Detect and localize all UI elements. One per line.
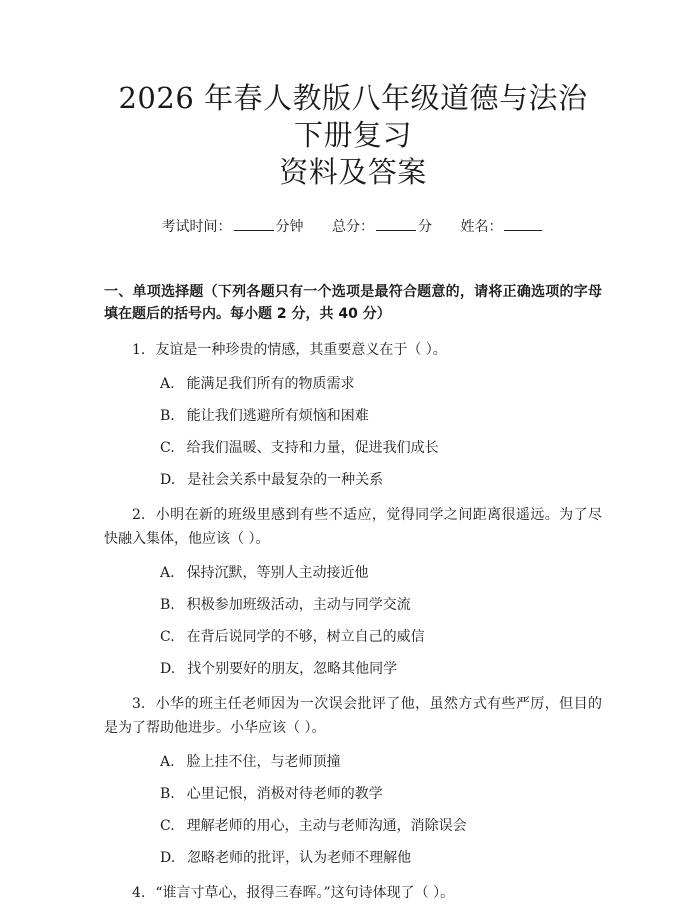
question-stem [104, 503, 602, 551]
exam-info [104, 217, 602, 237]
option-list [104, 563, 602, 679]
option-text: 在背后说同学的不够，树立自己的威信 [186, 629, 425, 645]
option-c [104, 627, 602, 647]
exam-time-unit: 分钟 [275, 219, 304, 235]
option-list [104, 752, 602, 868]
question-4 [104, 881, 602, 905]
option-c [104, 438, 602, 458]
question-number: 4. [132, 885, 146, 901]
option-text: 理解老师的用心，主动与老师沟通，消除误会 [186, 818, 467, 834]
student-name [460, 219, 544, 235]
option-a [104, 563, 602, 583]
question-3 [104, 692, 602, 868]
option-text: 保持沉默，等别人主动接近他 [186, 565, 369, 581]
question-number: 1. [132, 342, 146, 358]
student-name-blank [504, 229, 542, 231]
question-text: 小华的班主任老师因为一次误会批评了他，虽然方式有些严厉，但目的是为了帮助他进步。小华应该（ ）。 [104, 696, 602, 736]
option-letter: D. [160, 472, 176, 488]
option-a [104, 752, 602, 772]
question-2 [104, 503, 602, 679]
question-number: 2. [132, 507, 146, 523]
option-letter: D. [160, 850, 176, 866]
option-d [104, 848, 602, 868]
option-d [104, 470, 602, 490]
option-text: 忽略老师的批评，认为老师不理解他 [187, 850, 412, 866]
student-name-label: 姓名： [460, 219, 503, 235]
option-text: 是社会关系中最复杂的一种关系 [187, 472, 384, 488]
option-text: 找个别要好的朋友，忽略其他同学 [187, 661, 398, 677]
option-letter: C. [160, 629, 175, 645]
option-letter: A. [160, 565, 175, 581]
question-text: 友谊是一种珍贵的情感，其重要意义在于（ ）。 [155, 342, 447, 358]
question-stem [104, 338, 602, 362]
total-score [332, 219, 436, 235]
option-text: 能满足我们所有的物质需求 [186, 376, 355, 392]
exam-time [162, 219, 308, 235]
question-text: 小明在新的班级里感到有些不适应，觉得同学之间距离很遥远。为了尽快融入集体，他应该（ ）。 [104, 507, 602, 547]
option-letter: A. [160, 376, 175, 392]
option-text: 能让我们逃避所有烦恼和困难 [186, 408, 369, 424]
question-number: 3. [132, 696, 146, 712]
question-list [104, 338, 602, 905]
title-line-2: 资料及答案 [279, 155, 427, 189]
question-1 [104, 338, 602, 490]
total-score-blank [376, 229, 416, 231]
option-letter: B. [160, 408, 175, 424]
option-b [104, 784, 602, 804]
option-letter: B. [160, 597, 175, 613]
option-c [104, 816, 602, 836]
option-letter: A. [160, 754, 175, 770]
option-a [104, 374, 602, 394]
exam-time-label: 考试时间： [161, 219, 232, 235]
question-stem [104, 692, 602, 740]
option-list [104, 374, 602, 490]
total-score-unit: 分 [418, 219, 432, 235]
section-1-heading: 一、单项选择题（下列各题只有一个选项是最符合题意的，请将正确选项的字母填在题后的括号内。每小题 2 分，共 40 分） [104, 284, 602, 322]
total-score-label: 总分： [332, 219, 374, 235]
option-letter: C. [160, 818, 175, 834]
option-letter: D. [160, 661, 176, 677]
option-text: 脸上挂不住，与老师顶撞 [186, 754, 341, 770]
option-b [104, 406, 602, 426]
option-text: 心里记恨，消极对待老师的教学 [186, 786, 383, 802]
question-stem [104, 881, 602, 905]
option-letter: B. [160, 786, 175, 802]
title-line-1: 2026 年春人教版八年级道德与法治下册复习 [118, 81, 588, 152]
option-d [104, 659, 602, 679]
option-letter: C. [160, 440, 175, 456]
question-text: “谁言寸草心，报得三春晖。”这句诗体现了（ ）。 [155, 885, 455, 901]
exam-time-blank [234, 229, 274, 231]
option-text: 给我们温暖、支持和力量，促进我们成长 [186, 440, 439, 456]
option-b [104, 595, 602, 615]
option-text: 积极参加班级活动，主动与同学交流 [186, 597, 411, 613]
document-title [104, 0, 602, 191]
